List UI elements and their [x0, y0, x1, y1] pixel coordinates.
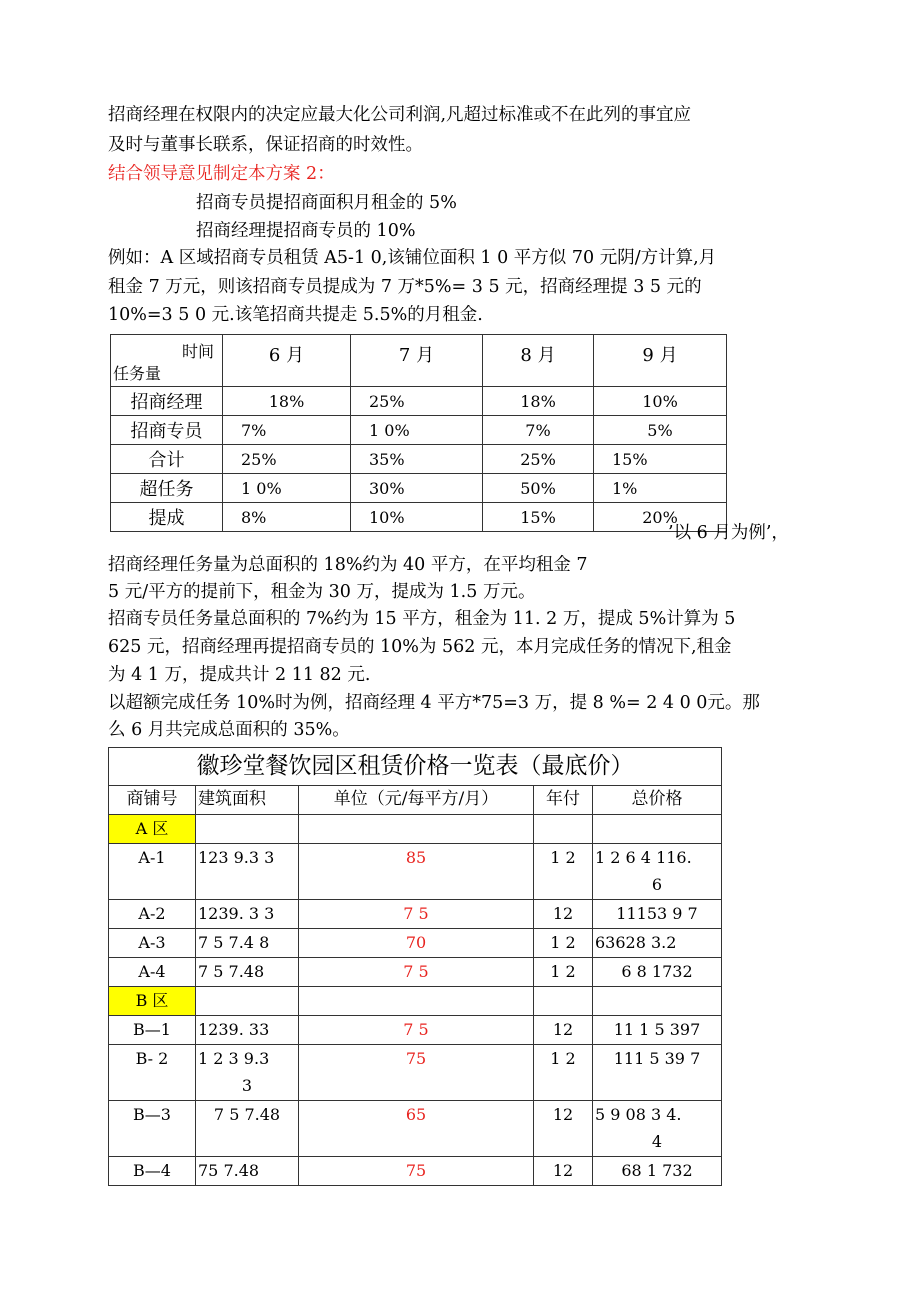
- header-area: 建筑面积: [196, 786, 299, 815]
- rule-2: 招商经理提招商专员的 10%: [196, 221, 416, 241]
- row-label: 提成: [111, 503, 223, 532]
- unit-price: 7 5: [299, 900, 534, 929]
- cell: 1%: [594, 474, 727, 503]
- header-time: 时间: [181, 342, 214, 361]
- cell: 18%: [223, 387, 351, 416]
- rent-table-title-row: [109, 748, 722, 786]
- total-line-1: 5 9 08 3 4.: [595, 1105, 682, 1124]
- row-label: 招商经理: [111, 387, 223, 416]
- header-shop-no: 商铺号: [109, 786, 196, 815]
- table-row: [109, 958, 722, 987]
- shop-id: B- 2: [109, 1045, 196, 1101]
- header-unit: 单位（元/每平方/月）: [299, 786, 534, 815]
- header-years: 年付: [534, 786, 593, 815]
- area-line-2: 3: [241, 1076, 253, 1095]
- area-line-1: 1 2 3 9.3: [198, 1049, 270, 1068]
- month-para-6: 以超额完成任务 10%时为例，招商经理 4 平方*75=3 万，提 8 %= 2 4 0 0元。那: [108, 693, 760, 713]
- cell: 15%: [594, 445, 727, 474]
- shop-area: 1239. 33: [196, 1016, 299, 1045]
- years: 12: [534, 1157, 593, 1186]
- month-para-3: 招商专员任务量总面积的 7%约为 15 平方，租金为 11. 2 万，提成 5%计算为 5: [108, 609, 736, 629]
- para-1-line-1: 招商经理在权限内的决定应最大化公司利润,凡超过标准或不在此列的事宜应: [108, 105, 692, 125]
- month-para-7: 么 6 月共完成总面积的 35%。: [108, 720, 350, 740]
- unit-price: 75: [299, 1045, 534, 1101]
- rent-price-table: [108, 747, 722, 1186]
- zone-row-a: [109, 815, 722, 844]
- shop-id: A-3: [109, 929, 196, 958]
- cell: 20%: [594, 503, 727, 532]
- example-line-1: 例如：A 区域招商专员租赁 A5-1 0,该铺位面积 1 0 平方似 70 元阴/方计算,月: [108, 248, 717, 268]
- table-row: [111, 416, 727, 445]
- total-line-2: 4: [651, 1132, 663, 1151]
- cell: 10%: [351, 503, 483, 532]
- shop-id: A-4: [109, 958, 196, 987]
- table-row: [111, 445, 727, 474]
- rule-1: 招商专员提招商面积月租金的 5%: [196, 193, 457, 213]
- shop-area: 7 5 7.48: [196, 958, 299, 987]
- month-header: 7 月: [398, 345, 435, 366]
- month-para-1: 招商经理任务量为总面积的 18%约为 40 平方，在平均租金 7: [108, 555, 588, 575]
- row-label: 超任务: [111, 474, 223, 503]
- rent-table-title: 徽珍堂餐饮园区租赁价格一览表（最底价）: [109, 748, 722, 786]
- total-price: 68 1 732: [593, 1157, 722, 1186]
- table-row: [111, 474, 727, 503]
- years: 1 2: [534, 844, 593, 900]
- table-row: [109, 844, 722, 900]
- total-price: 11 1 5 397: [593, 1016, 722, 1045]
- commission-table: [110, 334, 727, 532]
- total-price: 111 5 39 7: [593, 1045, 722, 1101]
- total-price: [593, 844, 722, 900]
- years: 12: [534, 900, 593, 929]
- total-price: 63628 3.2: [593, 929, 722, 958]
- plan-heading: 结合领导意见制定本方案 2：: [108, 164, 335, 184]
- shop-id: A-1: [109, 844, 196, 900]
- years: 12: [534, 1101, 593, 1157]
- after-table-note: ’以 6 月为例’，: [668, 523, 789, 543]
- cell: 8%: [223, 503, 351, 532]
- shop-area: 75 7.48: [196, 1157, 299, 1186]
- example-line-2: 租金 7 万元，则该招商专员提成为 7 万*5%= 3 5 元，招商经理提 3 5 元的: [108, 277, 702, 297]
- cell: 15%: [483, 503, 594, 532]
- cell: 30%: [351, 474, 483, 503]
- table-row: [109, 900, 722, 929]
- cell: 50%: [483, 474, 594, 503]
- month-header: 9 月: [642, 345, 678, 366]
- zone-row-b: [109, 987, 722, 1016]
- table-row: [109, 929, 722, 958]
- unit-price: 65: [299, 1101, 534, 1157]
- row-label: 招商专员: [111, 416, 223, 445]
- header-task: 任务量: [113, 364, 162, 383]
- total-line-2: 6: [651, 875, 663, 894]
- shop-area: 123 9.3 3: [196, 844, 299, 900]
- cell: 1 0%: [351, 416, 483, 445]
- years: 1 2: [534, 1045, 593, 1101]
- cell: 7%: [223, 416, 351, 445]
- shop-area: 1239. 3 3: [196, 900, 299, 929]
- cell: 25%: [483, 445, 594, 474]
- zone-a-label: A 区: [109, 815, 196, 844]
- unit-price: 85: [299, 844, 534, 900]
- shop-id: B—1: [109, 1016, 196, 1045]
- cell: 1 0%: [223, 474, 351, 503]
- corner-header-cell: [111, 335, 223, 387]
- total-price: [593, 1101, 722, 1157]
- unit-price: 75: [299, 1157, 534, 1186]
- header-total: 总价格: [593, 786, 722, 815]
- rent-header-row: [109, 786, 722, 815]
- table-row: [109, 1101, 722, 1157]
- shop-area: 7 5 7.48: [196, 1101, 299, 1157]
- month-header: 8 月: [520, 345, 556, 366]
- cell: 25%: [223, 445, 351, 474]
- table-row: [109, 1157, 722, 1186]
- table-row: [109, 1016, 722, 1045]
- cell: 35%: [351, 445, 483, 474]
- example-line-3: 10%=3 5 0 元.该笔招商共提走 5.5%的月租金.: [108, 305, 483, 325]
- zone-b-label: B 区: [109, 987, 196, 1016]
- years: 1 2: [534, 929, 593, 958]
- month-header: 6 月: [268, 345, 305, 366]
- cell: 10%: [594, 387, 727, 416]
- para-1-line-2: 及时与董事长联系，保证招商的时效性。: [108, 135, 423, 155]
- month-para-2: 5 元/平方的提前下，租金为 30 万，提成为 1.5 万元。: [108, 582, 536, 602]
- commission-header-row: [111, 335, 727, 387]
- month-para-5: 为 4 1 万，提成共计 2 11 82 元.: [108, 665, 371, 685]
- shop-area: 7 5 7.4 8: [196, 929, 299, 958]
- shop-id: A-2: [109, 900, 196, 929]
- table-row: [111, 503, 727, 532]
- unit-price: 7 5: [299, 958, 534, 987]
- years: 12: [534, 1016, 593, 1045]
- unit-price: 70: [299, 929, 534, 958]
- total-line-1: 1 2 6 4 116.: [595, 848, 692, 867]
- month-para-4: 625 元，招商经理再提招商专员的 10%为 562 元，本月完成任务的情况下,租金: [108, 637, 732, 657]
- row-label: 合计: [111, 445, 223, 474]
- cell: 7%: [483, 416, 594, 445]
- years: 1 2: [534, 958, 593, 987]
- table-row: [109, 1045, 722, 1101]
- total-price: 11153 9 7: [593, 900, 722, 929]
- unit-price: 7 5: [299, 1016, 534, 1045]
- cell: 18%: [483, 387, 594, 416]
- cell: 5%: [594, 416, 727, 445]
- shop-id: B—3: [109, 1101, 196, 1157]
- table-row: [111, 387, 727, 416]
- shop-id: B—4: [109, 1157, 196, 1186]
- cell: 25%: [351, 387, 483, 416]
- total-price: 6 8 1732: [593, 958, 722, 987]
- shop-area: [196, 1045, 299, 1101]
